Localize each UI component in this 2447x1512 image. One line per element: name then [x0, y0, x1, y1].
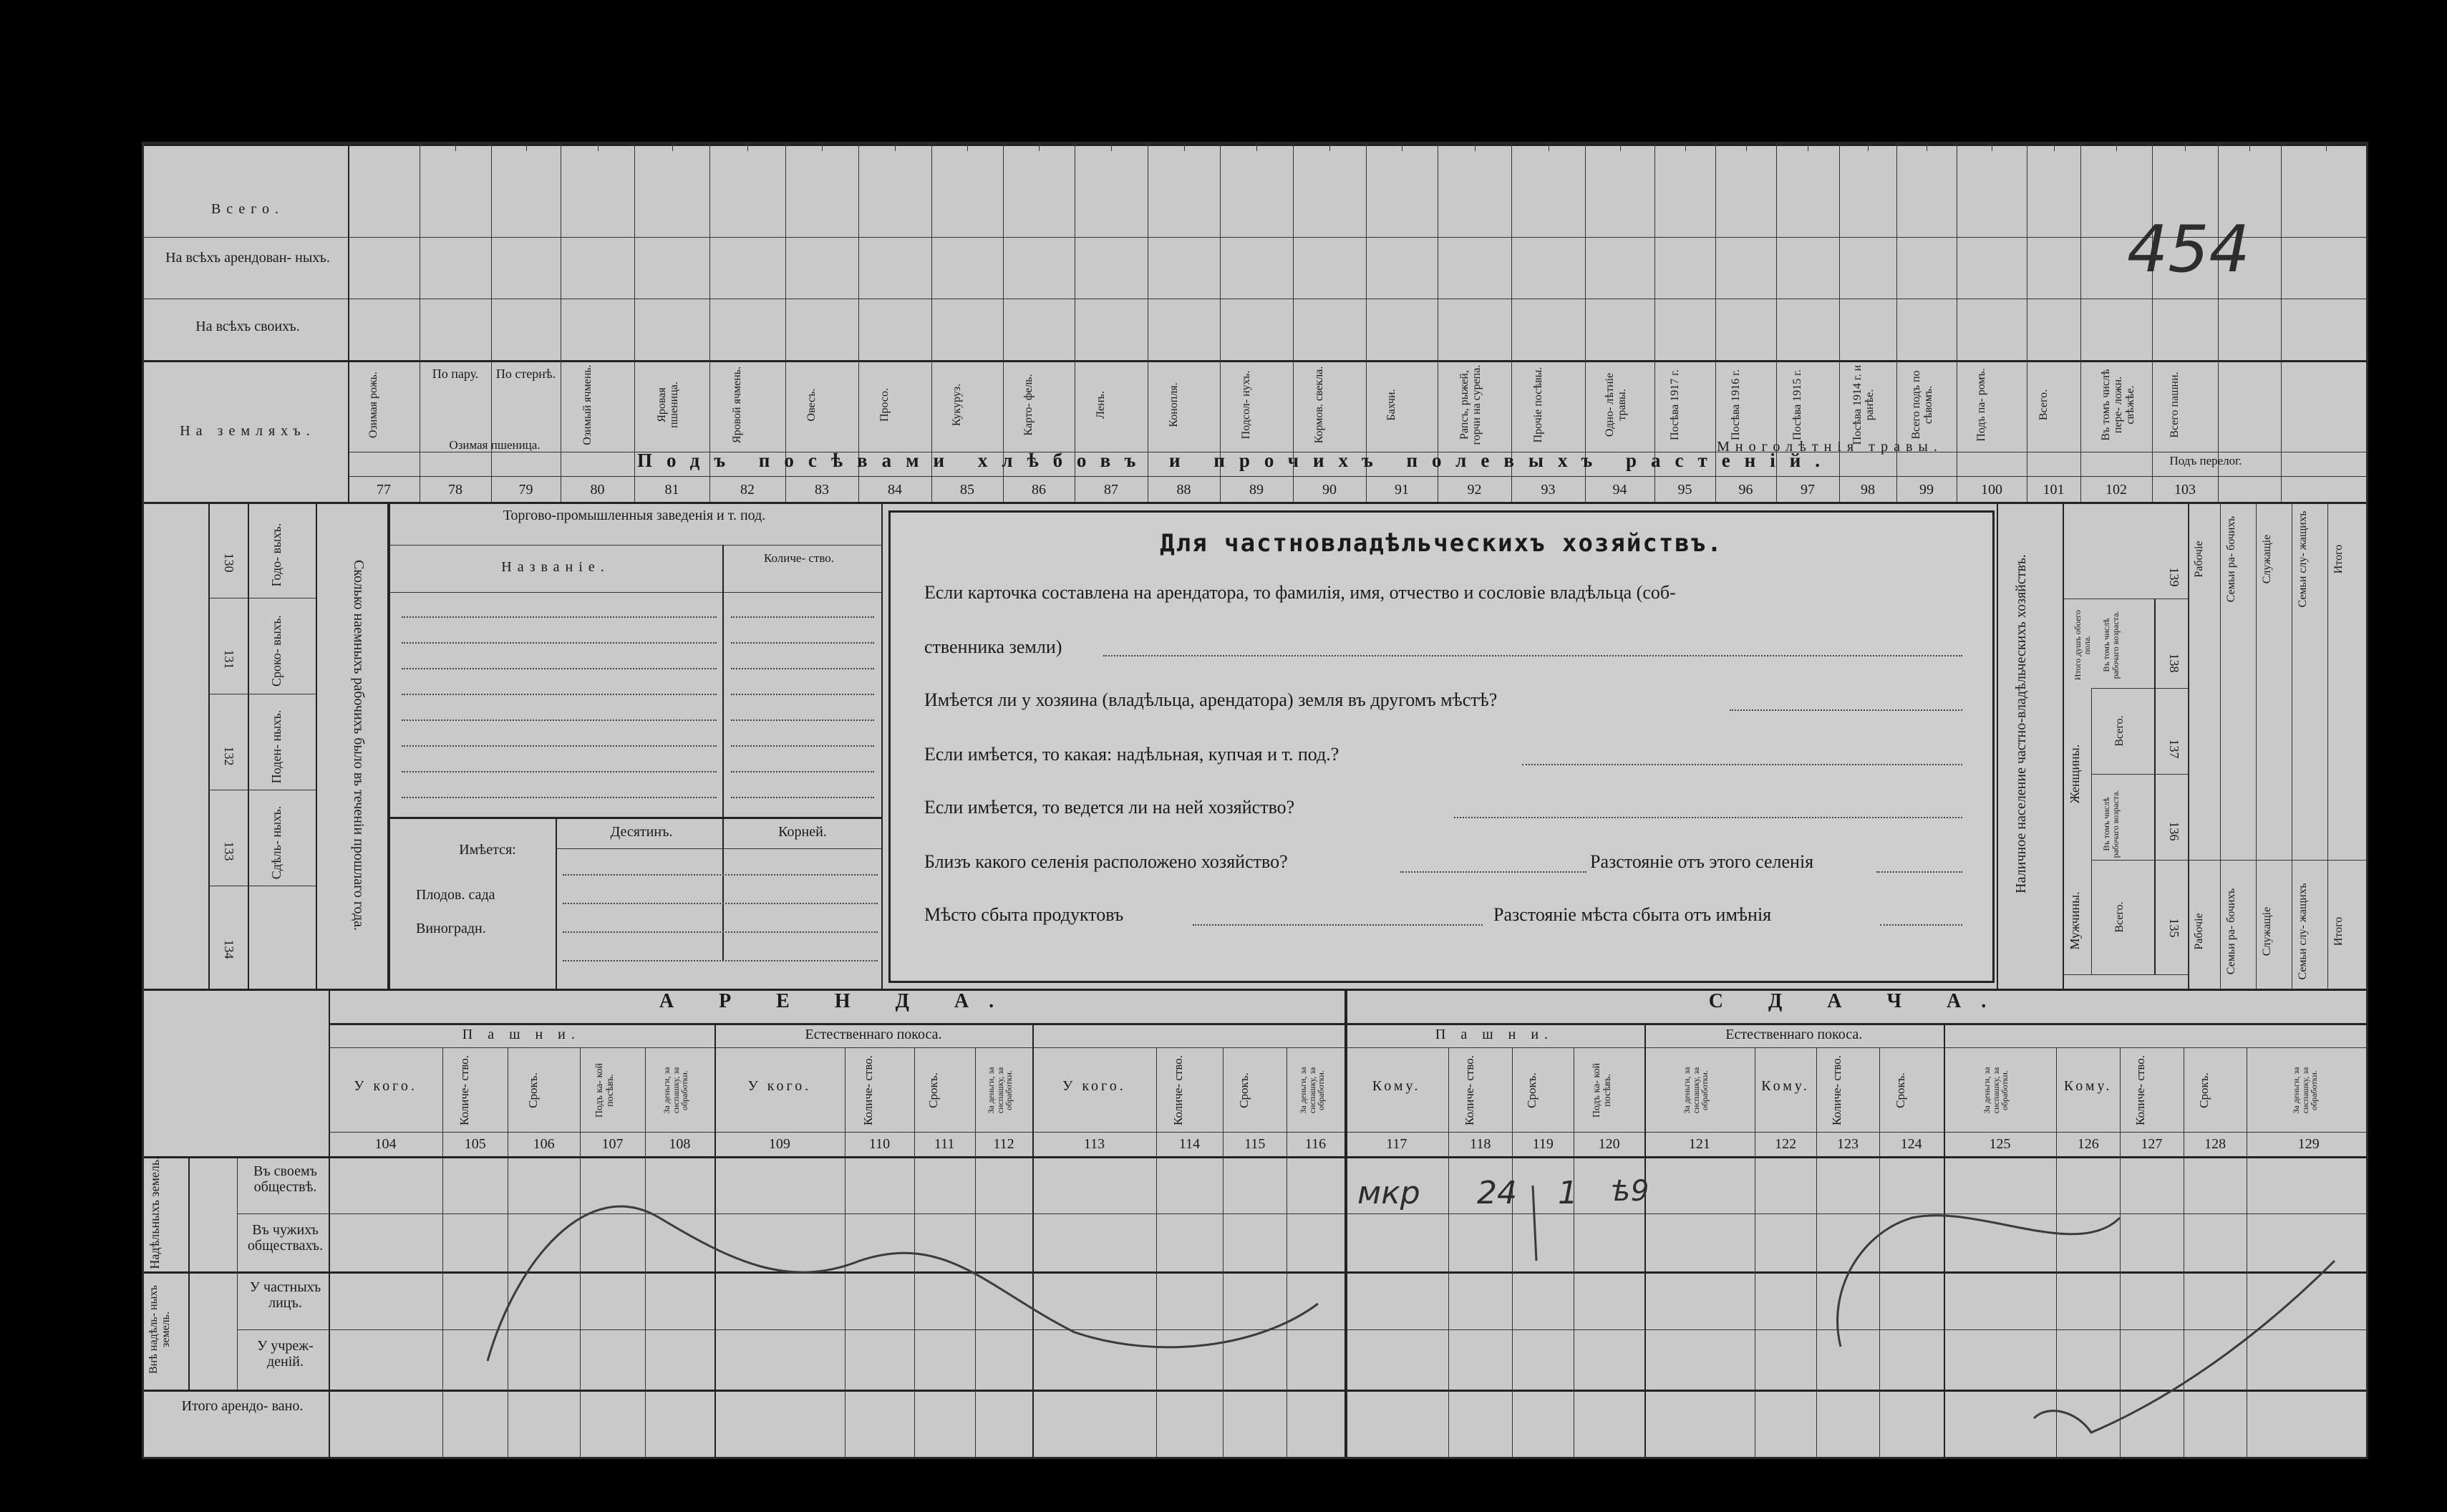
group-pod-posevami: Подъ посѣвами хлѣбовъ и прочихъ полевыхъ растеній.	[636, 450, 1835, 471]
crop-header: Рапсъ, рыжей, горчи на сурепа.	[1458, 364, 1483, 445]
crop-header: Подъ па- ромъ.	[1975, 368, 1987, 442]
private-q6b: Разстояніе мѣста сбыта отъ имѣнія	[1493, 904, 1772, 925]
lease-group-pashni: П а ш н и.	[1435, 1027, 1554, 1042]
lease-column-number: 121	[1688, 1136, 1710, 1152]
lease-group-nadel: Надѣльныхъ земель.	[147, 1156, 162, 1269]
lease-column-number: 107	[601, 1136, 624, 1152]
workers-caption: Сколько наемныхъ рабочихъ было въ теченіи прошлаго года.	[351, 559, 367, 931]
lease-col-komu: Кому.	[1761, 1078, 1810, 1094]
population-num-136: 136	[2167, 821, 2181, 841]
private-q1: Если карточка составлена на арендатора, то фамилія, имя, отчество и сословіе владѣльца (соб-	[924, 582, 1676, 603]
lease-col-srok: Срокъ.	[1236, 1072, 1251, 1108]
lease-col-za-dengi: За деньги, за сиспашку, за обработки.	[1982, 1067, 2010, 1114]
private-title: Для частновладѣльческихъ хозяйствъ.	[1160, 529, 1723, 558]
group-mnogoletnie: Многолѣтнія травы.	[1717, 439, 1943, 455]
column-number: 91	[1395, 482, 1409, 498]
crop-header: Посѣва 1914 г. и ранѣе.	[1851, 364, 1876, 445]
lease-row-other-societies: Въ чужихъ обществахъ.	[247, 1222, 324, 1254]
workers-num-134: 134	[222, 939, 236, 959]
column-number: 87	[1104, 482, 1118, 498]
workers-label-daily: Поден- ныхъ.	[269, 709, 284, 784]
population-num-139: 139	[2167, 567, 2181, 587]
trade-name-col: Названіе.	[501, 559, 610, 575]
private-q1b: ственника земли)	[924, 636, 1062, 657]
lease-sdacha: С Д А Ч А.	[1708, 990, 2007, 1012]
private-q5b: Разстояніе отъ этого селенія	[1590, 851, 1814, 872]
lease-col-kolichestvo: Количе- ство.	[1171, 1055, 1186, 1125]
column-number: 86	[1032, 482, 1046, 498]
column-number: 88	[1176, 482, 1191, 498]
lease-column-number: 128	[2204, 1136, 2226, 1152]
crop-header: Конопля.	[1167, 382, 1180, 427]
column-number: 101	[2043, 482, 2065, 498]
lease-col-srok: Срокъ.	[525, 1072, 540, 1108]
lease-row-total: Итого арендо- вано.	[181, 1398, 304, 1414]
lease-column-number: 126	[2077, 1136, 2099, 1152]
lease-col-za-dengi: За деньги, за сиспашку, за обработки.	[1681, 1067, 1710, 1114]
lease-col-pod-kakoy: Подъ ка- кой посѣвъ.	[594, 1062, 616, 1118]
crop-header: Озимый ячмень.	[581, 364, 593, 445]
crop-header: Всего.	[2037, 389, 2050, 421]
population-caption: Наличное население частно-владѣльческихъ хозяйствъ.	[2013, 554, 2029, 893]
census-card-sheet	[142, 142, 2368, 1459]
lease-col-za-dengi: За деньги, за сиспашку, за обработки.	[662, 1067, 690, 1114]
lease-column-number: 112	[993, 1136, 1014, 1152]
hw-posev: ѣ9	[1612, 1175, 1649, 1208]
lease-col-kolichestvo: Количе- ство.	[861, 1055, 876, 1125]
lease-column-number: 127	[2141, 1136, 2163, 1152]
crop-header: Прочіе посѣвы.	[1531, 367, 1544, 443]
lease-row-own-society: Въ своемъ обществѣ.	[253, 1163, 317, 1195]
private-q3: Если имѣется, то какая: надѣльная, купчая и т. под.?	[924, 744, 1339, 765]
column-number: 95	[1677, 482, 1692, 498]
column-number: 81	[664, 482, 679, 498]
lease-column-number: 122	[1775, 1136, 1797, 1152]
trade-has-label: Имѣется:	[459, 842, 516, 858]
lease-group-pokos: Естественнаго покоса.	[1725, 1027, 1863, 1042]
row-label-own: На всѣхъ своихъ.	[195, 319, 300, 334]
workers-label-piece: Сдѣль- ныхъ.	[269, 805, 284, 880]
lease-col-pod-kakoy: Подъ ка- кой посѣвъ.	[1591, 1062, 1613, 1118]
lease-column-number: 104	[374, 1136, 397, 1152]
column-number: 102	[2106, 482, 2127, 498]
lease-col-komu: Кому.	[2063, 1078, 2113, 1094]
lease-column-number: 129	[2297, 1136, 2320, 1152]
lease-column-number: 111	[934, 1136, 955, 1152]
lease-col-za-dengi: За деньги, за сиспашку, за обработки.	[985, 1067, 1014, 1114]
column-number: 94	[1612, 482, 1627, 498]
crop-header: Одно- лѣтніе травы.	[1603, 372, 1628, 437]
lease-column-number: 124	[1900, 1136, 1922, 1152]
lease-group-pashni: П а ш н и.	[462, 1027, 581, 1042]
column-number: 97	[1801, 482, 1815, 498]
column-number: 89	[1249, 482, 1264, 498]
crop-header: Кормов. свекла.	[1313, 366, 1325, 444]
lease-row-private: У частныхъ лицъ.	[249, 1279, 321, 1311]
column-number: 84	[888, 482, 902, 498]
group-ozimaya-pshenitsa: Озимая пшеница.	[449, 438, 541, 452]
lease-col-za-dengi: За деньги, за сиспашку, за обработки.	[1297, 1067, 1326, 1114]
population-num-137: 137	[2167, 739, 2181, 759]
lease-column-number: 113	[1083, 1136, 1105, 1152]
population-col-top: Семьи ра- бочихъ	[2225, 515, 2237, 603]
column-number: 92	[1467, 482, 1482, 498]
crop-header: По пару.	[432, 367, 479, 381]
lease-group-pokos: Естественнаго покоса.	[805, 1027, 942, 1042]
lease-col-komu: Кому.	[1372, 1078, 1421, 1094]
row-label-total: Всего.	[210, 201, 285, 217]
lease-column-number: 120	[1598, 1136, 1620, 1152]
lease-col-u-kogo: У кого.	[354, 1078, 417, 1094]
crop-header: Подсол- нухъ.	[1240, 370, 1252, 440]
hw-komu: мкр	[1357, 1175, 1420, 1211]
column-number: 83	[815, 482, 829, 498]
crop-header: Посѣва 1917 г.	[1668, 369, 1681, 440]
lease-column-number: 108	[669, 1136, 691, 1152]
crop-header: Всего пашни.	[2169, 372, 2181, 438]
population-num-138: 138	[2167, 653, 2181, 673]
column-number: 82	[740, 482, 755, 498]
crop-header: Бахчи.	[1385, 389, 1397, 421]
lease-column-number: 116	[1304, 1136, 1327, 1152]
lease-column-number: 105	[464, 1136, 486, 1152]
lease-row-institutions: У учреж- деній.	[257, 1338, 314, 1370]
workers-num-132: 132	[222, 746, 236, 766]
lease-column-number: 106	[533, 1136, 555, 1152]
lease-col-u-kogo: У кого.	[747, 1078, 812, 1094]
population-col-bottom: Итого	[2332, 916, 2345, 946]
sheet-number: 454	[2127, 212, 2250, 287]
column-number: 78	[448, 482, 462, 498]
private-q6: Мѣсто сбыта продуктовъ	[924, 904, 1124, 925]
column-number: 100	[1981, 482, 2002, 498]
crop-header: По стернѣ.	[495, 367, 556, 381]
population-col-top: Итого	[2332, 544, 2345, 574]
column-number: 90	[1322, 482, 1337, 498]
lease-column-number: 109	[768, 1136, 790, 1152]
lease-group-vne: Внѣ надѣль- ныхъ земель.	[147, 1285, 172, 1374]
crop-header: Всего подъ по сѣвомъ.	[1910, 370, 1934, 440]
population-col-bottom: Служащіе	[2261, 906, 2273, 956]
lease-col-kolichestvo: Количе- ство.	[2133, 1055, 2148, 1125]
crop-header: Кукуруз.	[951, 383, 963, 427]
lease-column-number: 118	[1470, 1136, 1491, 1152]
population-col-bottom: Рабочіе	[2193, 913, 2205, 950]
column-number: 85	[960, 482, 974, 498]
population-women-total: Всего.	[2113, 715, 2126, 747]
workers-num-131: 131	[222, 649, 236, 669]
private-q2: Имѣется ли у хозяина (владѣльца, арендатора) земля въ другомъ мѣстѣ?	[924, 689, 1498, 710]
crop-header: Озимая рожь.	[367, 372, 379, 438]
population-col-bottom: Семьи слу- жащихъ	[2297, 883, 2309, 980]
population-women: Женщины.	[2068, 744, 2082, 804]
crop-header: Яровой ячмень.	[731, 366, 743, 444]
crop-header: Посѣва 1915 г.	[1791, 369, 1803, 440]
trade-qty-col: Количе- ство.	[764, 551, 834, 565]
lease-arenda: А Р Е Н Д А.	[659, 990, 1014, 1012]
population-women-working: Въ томъ числѣ рабочаго возраста.	[2101, 611, 2121, 679]
trade-vineyard: Виноградн.	[416, 921, 486, 936]
crop-header: Ленъ.	[1095, 391, 1107, 419]
crop-header: Карто- фель.	[1022, 374, 1034, 436]
column-number: 93	[1541, 482, 1556, 498]
column-number: 80	[590, 482, 605, 498]
lease-col-za-dengi: За деньги, за сиспашку, за обработки.	[2290, 1067, 2319, 1114]
lease-column-number: 123	[1836, 1136, 1859, 1152]
hw-srok: 1	[1558, 1175, 1578, 1211]
lease-col-srok: Срокъ.	[1893, 1072, 1907, 1108]
trade-desyatin: Десятинъ.	[610, 824, 673, 840]
lease-column-number: 117	[1386, 1136, 1407, 1152]
group-pod-perelog: Подъ перелог.	[2169, 454, 2242, 467]
population-men-total: Всего.	[2113, 901, 2126, 933]
column-number: 77	[377, 482, 391, 498]
population-col-top: Рабочіе	[2193, 541, 2205, 578]
population-men-working: Въ томъ числѣ рабочаго возраста.	[2101, 790, 2121, 858]
population-total-both: Итого душъ обоего пола.	[2073, 609, 2092, 681]
workers-num-133: 133	[222, 841, 236, 861]
lease-col-srok: Срокъ.	[1525, 1072, 1539, 1108]
lease-col-kolichestvo: Количе- ство.	[457, 1055, 471, 1125]
crop-header: Посѣва 1916 г.	[1729, 369, 1742, 440]
trade-orchard: Плодов. сада	[416, 887, 495, 903]
population-col-top: Служащіе	[2261, 534, 2273, 584]
lease-column-number: 125	[1989, 1136, 2011, 1152]
column-number: 103	[2174, 482, 2196, 498]
population-col-top: Семьи слу- жащихъ	[2297, 510, 2309, 608]
row-label-on-lands: На земляхъ.	[180, 423, 316, 439]
lease-column-number: 115	[1244, 1136, 1266, 1152]
lease-column-number: 119	[1532, 1136, 1554, 1152]
lease-column-number: 110	[868, 1136, 891, 1152]
column-number: 79	[518, 482, 533, 498]
column-number: 96	[1738, 482, 1753, 498]
crop-header: Яровая пшеница.	[655, 382, 680, 428]
crop-header: Овесъ.	[805, 388, 818, 422]
trade-korney: Корней.	[778, 824, 827, 840]
workers-label-annual: Годо- выхъ.	[269, 523, 284, 587]
hw-kolichestvo: 24	[1477, 1175, 1517, 1211]
population-men: Мужчины.	[2068, 891, 2082, 950]
private-q5: Близъ какого селенія расположено хозяйство?	[924, 851, 1288, 872]
workers-label-term: Сроко- выхъ.	[269, 614, 284, 687]
column-number: 98	[1861, 482, 1875, 498]
lease-col-u-kogo: У кого.	[1062, 1078, 1126, 1094]
pencil-strokes	[144, 144, 2368, 1459]
row-label-leased: На всѣхъ арендован- ныхъ.	[165, 250, 330, 266]
lease-col-srok: Срокъ.	[2197, 1072, 2211, 1108]
column-number: 99	[1919, 482, 1934, 498]
workers-num-130: 130	[222, 553, 236, 573]
population-col-bottom: Семьи ра- бочихъ	[2225, 888, 2237, 975]
crop-header: Въ томъ числѣ пере- ложн. свѣжѣе.	[2100, 369, 2136, 441]
lease-col-kolichestvo: Количе- ство.	[1462, 1055, 1476, 1125]
lease-col-srok: Срокъ.	[926, 1072, 941, 1108]
private-q4: Если имѣется, то ведется ли на ней хозяйство?	[924, 797, 1295, 818]
population-num-135: 135	[2167, 918, 2181, 938]
lease-column-number: 114	[1178, 1136, 1201, 1152]
trade-title: Торгово-промышленныя заведенія и т. под.	[503, 508, 766, 523]
crop-header: Просо.	[878, 387, 891, 422]
lease-col-kolichestvo: Количе- ство.	[1829, 1055, 1843, 1125]
